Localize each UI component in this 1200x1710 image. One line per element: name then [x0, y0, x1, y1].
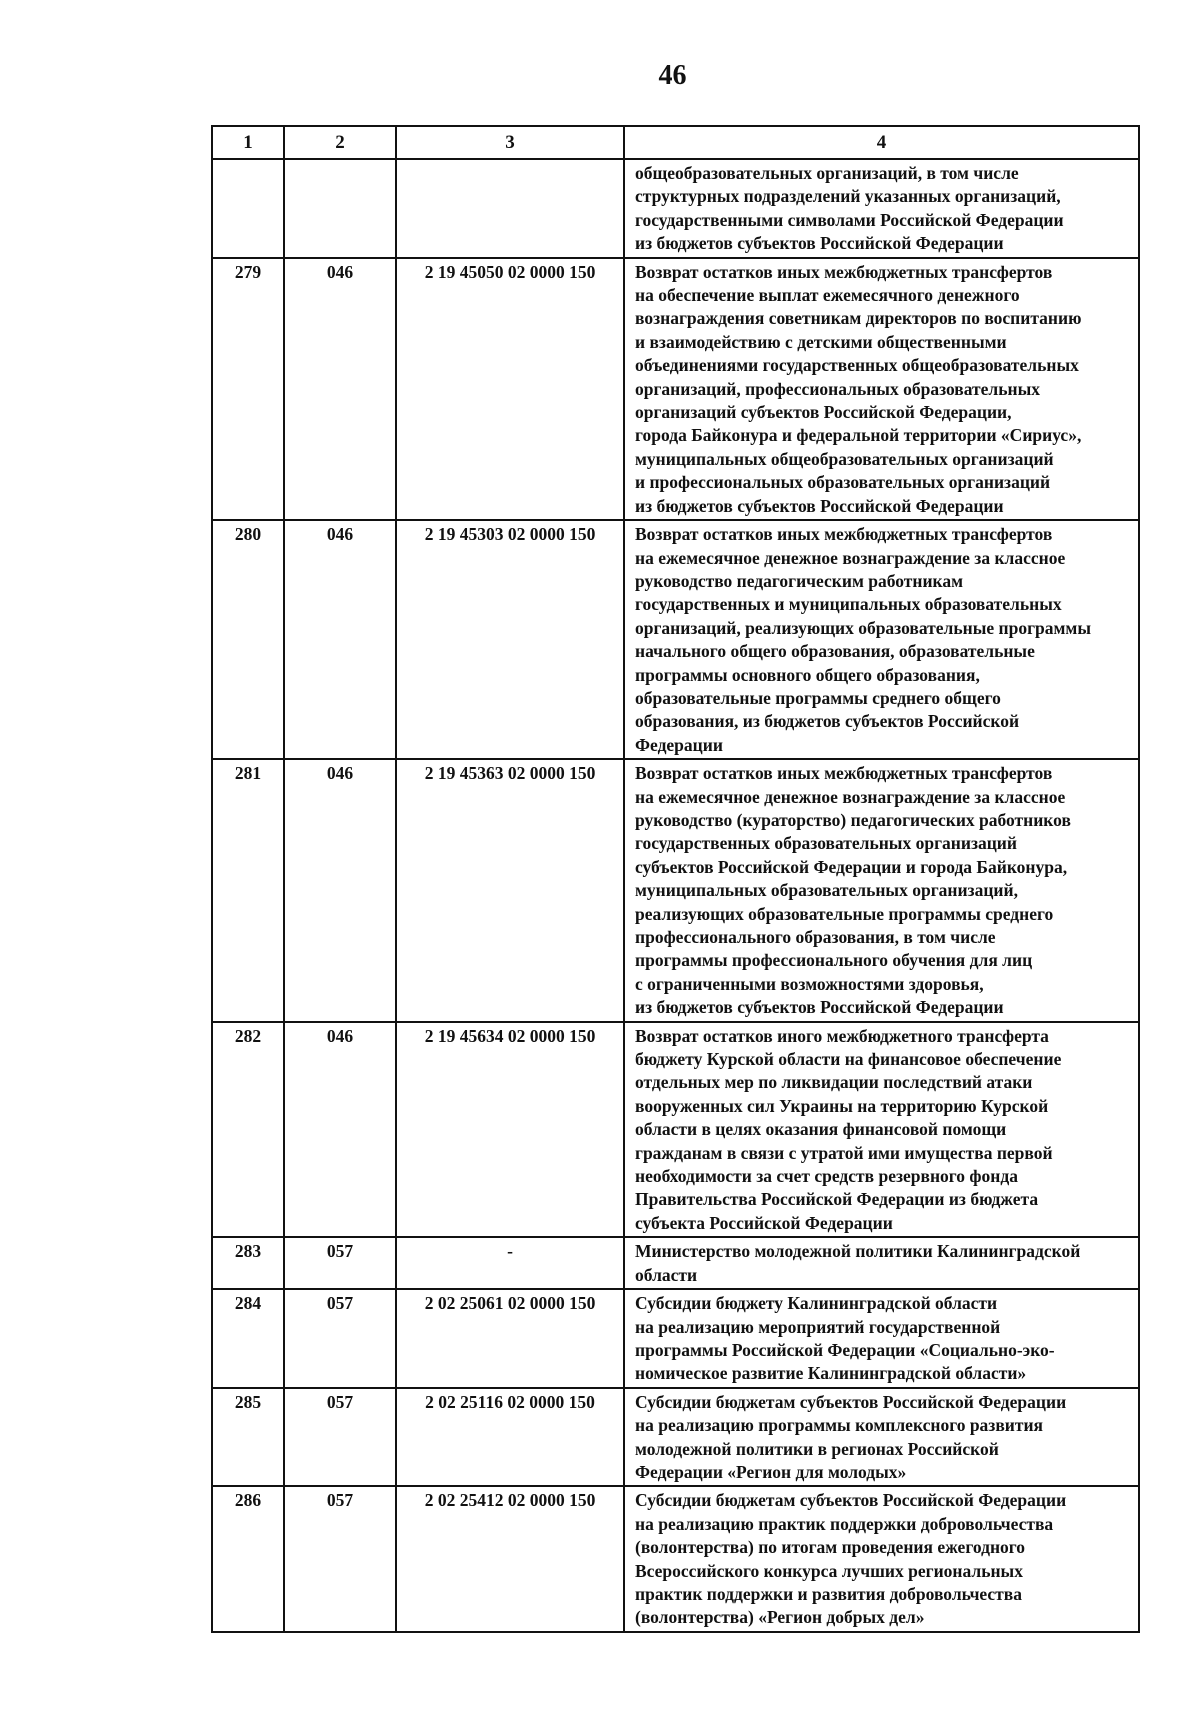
description-line: и взаимодействию с детскими общественными [635, 331, 1007, 352]
description-line: руководство (кураторство) педагогических работников [635, 809, 1071, 830]
description-line: вооруженных сил Украины на территорию Курской [635, 1095, 1049, 1116]
description-line: Возврат остатков иных межбюджетных трансфертов [635, 763, 1053, 784]
description-line: Возврат остатков иного межбюджетного трансферта [635, 1025, 1049, 1046]
administrator-code [284, 159, 396, 258]
column-number-1: 1 [212, 126, 284, 159]
description-line: молодежной политики в регионах Российской [635, 1438, 999, 1459]
description-line: области в целях оказания финансовой помощи [635, 1119, 1007, 1140]
table-row [212, 1022, 1139, 1238]
row-number: 285 [212, 1388, 284, 1487]
row-number: 280 [212, 520, 284, 759]
description-line: начального общего образования, образовательные [635, 641, 1035, 662]
table-row [212, 1237, 1139, 1289]
description-line: гражданам в связи с утратой ими имущества первой [635, 1142, 1053, 1163]
description-line: номическое развитие Калининградской области» [635, 1363, 1027, 1384]
budget-classification-code: 2 02 25061 02 0000 150 [396, 1289, 624, 1388]
revenue-description [624, 1022, 1139, 1238]
description-line: и профессиональных образовательных организаций [635, 472, 1051, 493]
description-line: Федерации [635, 734, 723, 755]
description-line: руководство педагогическим работникам [635, 570, 964, 591]
budget-codes-table [211, 125, 1140, 1633]
description-line: образовательные программы среднего общего [635, 687, 1001, 708]
page-number: 46 [658, 60, 687, 91]
administrator-code: 057 [284, 1237, 396, 1289]
description-line: структурных подразделений указанных организаций, [635, 186, 1061, 207]
description-line: на реализацию программы комплексного развития [635, 1415, 1044, 1436]
description-line: реализующих образовательные программы среднего [635, 903, 1054, 924]
budget-classification-code: 2 02 25412 02 0000 150 [396, 1486, 624, 1631]
administrator-code: 057 [284, 1388, 396, 1487]
row-number: 281 [212, 759, 284, 1021]
description-line: с ограниченными возможностями здоровья, [635, 973, 984, 994]
description-line: из бюджетов субъектов Российской Федерации [635, 233, 1004, 254]
budget-classification-code: 2 02 25116 02 0000 150 [396, 1388, 624, 1487]
revenue-description [624, 258, 1139, 520]
description-line: муниципальных общеобразовательных организаций [635, 448, 1054, 469]
description-line: (волонтерства) по итогам проведения ежегодного [635, 1537, 1026, 1558]
description-line: города Байконура и федеральной территории «Сириус», [635, 425, 1082, 446]
revenue-description [624, 759, 1139, 1021]
description-line: на ежемесячное денежное вознаграждение за классное [635, 547, 1066, 568]
description-line: государственных образовательных организаций [635, 833, 1017, 854]
column-number-4: 4 [624, 126, 1139, 159]
table-row [212, 258, 1139, 520]
column-number-3: 3 [396, 126, 624, 159]
description-line: из бюджетов субъектов Российской Федерации [635, 997, 1004, 1018]
row-number: 282 [212, 1022, 284, 1238]
revenue-description [624, 1388, 1139, 1487]
description-line: Возврат остатков иных межбюджетных трансфертов [635, 524, 1053, 545]
revenue-description [624, 1486, 1139, 1631]
description-line: профессионального образования, в том числе [635, 927, 996, 947]
table-row [212, 759, 1139, 1021]
description-line: (волонтерства) «Регион добрых дел» [635, 1607, 925, 1628]
table-row [212, 1289, 1139, 1388]
description-line: объединениями государственных общеобразовательных [635, 355, 1079, 376]
administrator-code: 046 [284, 1022, 396, 1238]
description-line: субъектов Российской Федерации и города Байконура, [635, 856, 1068, 877]
budget-classification-code [396, 159, 624, 258]
description-line: Субсидии бюджетам субъектов Российской Федерации [635, 1490, 1067, 1511]
description-line: организаций, реализующих образовательные программы [635, 617, 1091, 638]
description-line: организаций субъектов Российской Федерации, [635, 402, 1012, 423]
description-line: программы Российской Федерации «Социально-эко- [635, 1339, 1055, 1360]
administrator-code: 057 [284, 1289, 396, 1388]
description-line: Субсидии бюджетам субъектов Российской Федерации [635, 1391, 1067, 1412]
table-row [212, 1486, 1139, 1631]
description-line: на реализацию практик поддержки добровольчества [635, 1513, 1054, 1534]
description-line: общеобразовательных организаций, в том числе [635, 163, 1019, 183]
description-line: на обеспечение выплат ежемесячного денежного [635, 285, 1020, 306]
budget-classification-code: 2 19 45634 02 0000 150 [396, 1022, 624, 1238]
revenue-description [624, 1289, 1139, 1388]
revenue-description [624, 159, 1139, 258]
row-number: 283 [212, 1237, 284, 1289]
table-row [212, 159, 1139, 258]
revenue-description [624, 1237, 1139, 1289]
administrator-code: 046 [284, 520, 396, 759]
description-line: вознаграждения советникам директоров по воспитанию [635, 308, 1082, 329]
description-line: Субсидии бюджету Калининградской области [635, 1293, 998, 1314]
table-row [212, 520, 1139, 759]
description-line: из бюджетов субъектов Российской Федерации [635, 495, 1004, 516]
description-line: на реализацию мероприятий государственной [635, 1316, 1001, 1337]
description-line: Правительства Российской Федерации из бюджета [635, 1189, 1039, 1210]
description-line: отдельных мер по ликвидации последствий атаки [635, 1072, 1033, 1093]
table-row [212, 1388, 1139, 1487]
row-number: 284 [212, 1289, 284, 1388]
description-line: государственными символами Российской Федерации [635, 209, 1064, 230]
budget-classification-code: 2 19 45363 02 0000 150 [396, 759, 624, 1021]
row-number [212, 159, 284, 258]
row-number: 279 [212, 258, 284, 520]
table-body [212, 126, 1139, 1632]
description-line: Всероссийского конкурса лучших региональных [635, 1560, 1023, 1581]
description-line: необходимости за счет средств резервного фонда [635, 1166, 1018, 1187]
description-line: на ежемесячное денежное вознаграждение за классное [635, 786, 1066, 807]
administrator-code: 057 [284, 1486, 396, 1631]
description-line: муниципальных образовательных организаций, [635, 880, 1018, 901]
description-line: организаций, профессиональных образовательных [635, 378, 1040, 399]
description-line: Министерство молодежной политики Калининградской [635, 1241, 1081, 1262]
description-line: образования, из бюджетов субъектов Российской [635, 711, 1020, 732]
description-line: государственных и муниципальных образовательных [635, 594, 1062, 615]
description-line: области [635, 1264, 698, 1285]
budget-classification-code: 2 19 45303 02 0000 150 [396, 520, 624, 759]
row-number: 286 [212, 1486, 284, 1631]
description-line: программы основного общего образования, [635, 664, 980, 685]
revenue-description [624, 520, 1139, 759]
description-line: программы профессионального обучения для лиц [635, 950, 1033, 971]
description-line: Федерации «Регион для молодых» [635, 1461, 907, 1482]
description-line: практик поддержки и развития добровольчества [635, 1583, 1022, 1604]
description-line: субъекта Российской Федерации [635, 1212, 893, 1233]
administrator-code: 046 [284, 759, 396, 1021]
description-line: бюджету Курской области на финансовое обеспечение [635, 1049, 1062, 1070]
column-number-row [212, 126, 1139, 159]
column-number-2: 2 [284, 126, 396, 159]
budget-classification-code: - [396, 1237, 624, 1289]
budget-classification-code: 2 19 45050 02 0000 150 [396, 258, 624, 520]
description-line: Возврат остатков иных межбюджетных трансфертов [635, 261, 1053, 282]
administrator-code: 046 [284, 258, 396, 520]
